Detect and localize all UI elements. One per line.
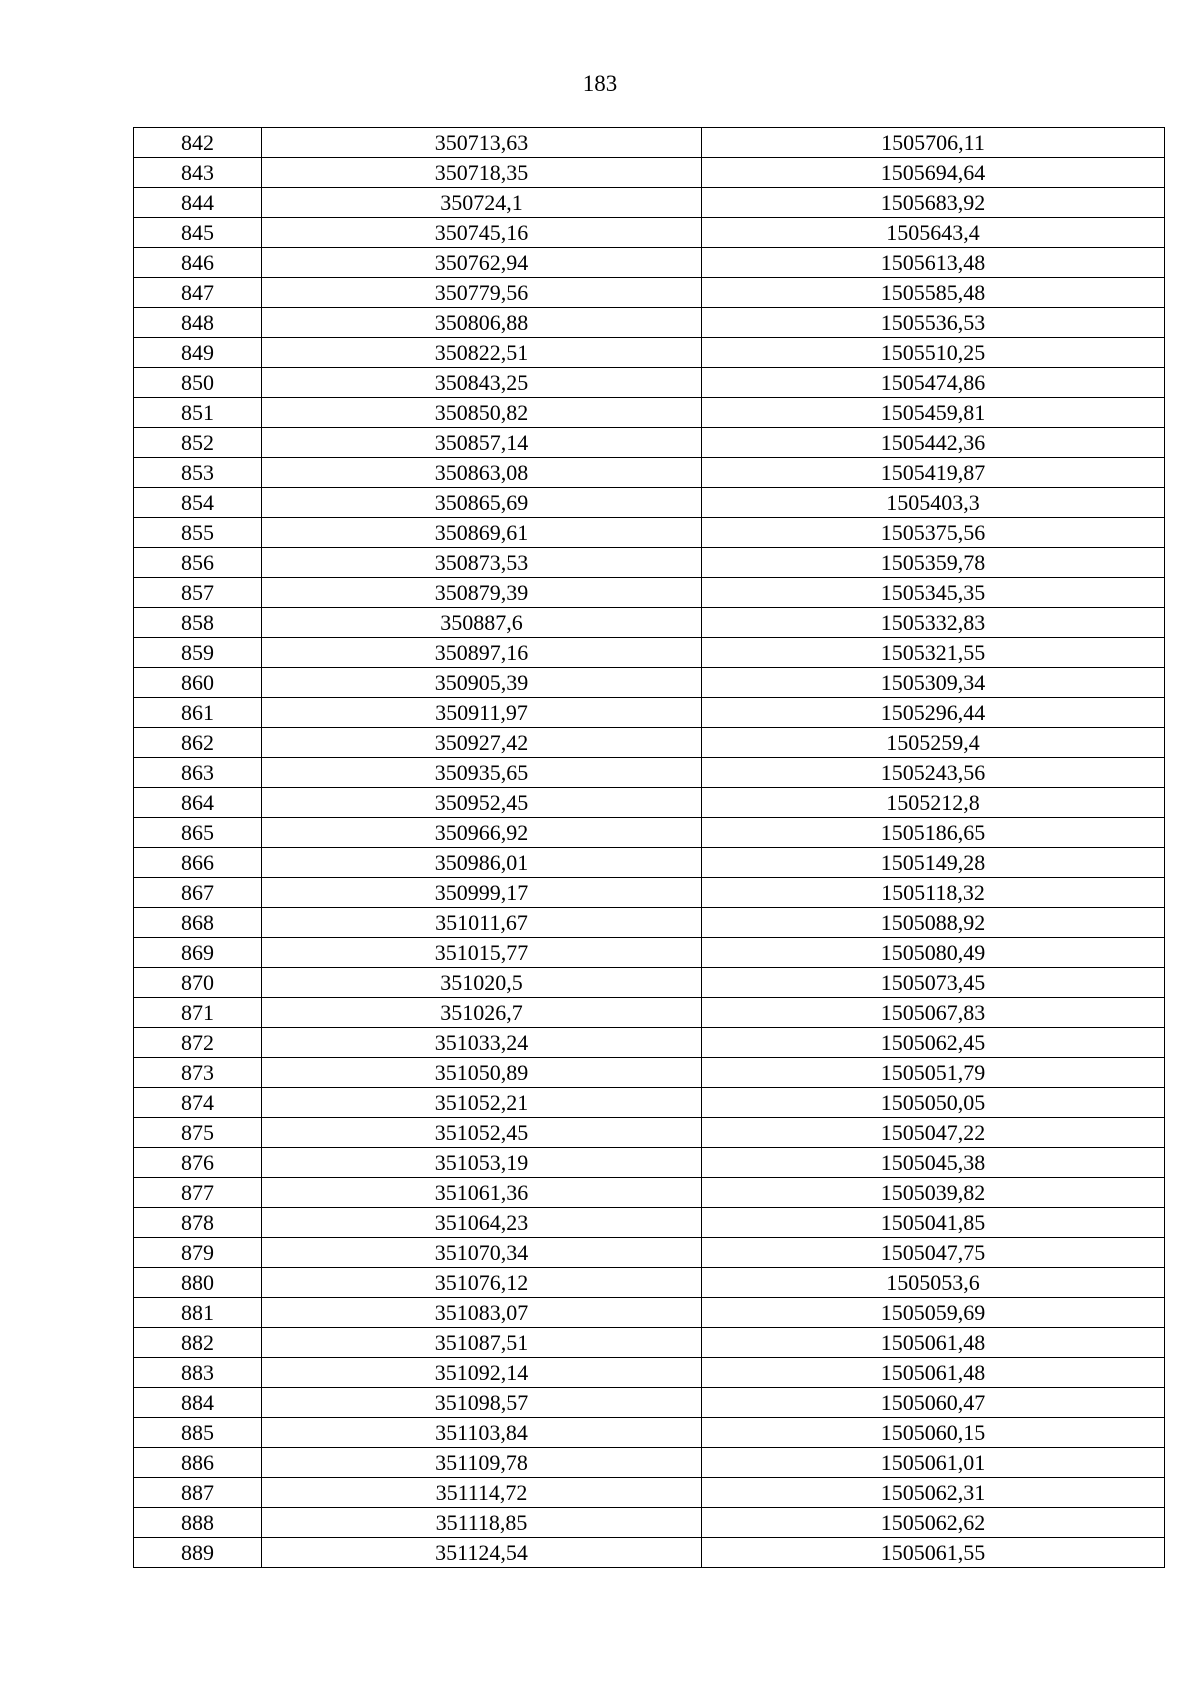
- table-row: [134, 368, 1165, 398]
- table-row: [134, 278, 1165, 308]
- point-number-cell: 849: [134, 338, 262, 368]
- point-number-cell: 872: [134, 1028, 262, 1058]
- point-number-cell: 879: [134, 1238, 262, 1268]
- y-coordinate-cell: 1505050,05: [702, 1088, 1165, 1118]
- point-number-cell: 845: [134, 218, 262, 248]
- x-coordinate-cell: 350986,01: [262, 848, 702, 878]
- table-row: [134, 1118, 1165, 1148]
- table-row: [134, 1328, 1165, 1358]
- x-coordinate-cell: 350745,16: [262, 218, 702, 248]
- table-row: [134, 758, 1165, 788]
- x-coordinate-cell: 350966,92: [262, 818, 702, 848]
- x-coordinate-cell: 351070,34: [262, 1238, 702, 1268]
- table-row: [134, 1418, 1165, 1448]
- x-coordinate-cell: 350762,94: [262, 248, 702, 278]
- y-coordinate-cell: 1505062,62: [702, 1508, 1165, 1538]
- y-coordinate-cell: 1505345,35: [702, 578, 1165, 608]
- y-coordinate-cell: 1505403,3: [702, 488, 1165, 518]
- point-number-cell: 864: [134, 788, 262, 818]
- x-coordinate-cell: 350999,17: [262, 878, 702, 908]
- point-number-cell: 868: [134, 908, 262, 938]
- x-coordinate-cell: 350887,6: [262, 608, 702, 638]
- x-coordinate-cell: 351083,07: [262, 1298, 702, 1328]
- point-number-cell: 843: [134, 158, 262, 188]
- point-number-cell: 860: [134, 668, 262, 698]
- point-number-cell: 889: [134, 1538, 262, 1568]
- point-number-cell: 882: [134, 1328, 262, 1358]
- point-number-cell: 850: [134, 368, 262, 398]
- point-number-cell: 888: [134, 1508, 262, 1538]
- table-row: [134, 1388, 1165, 1418]
- point-number-cell: 842: [134, 128, 262, 158]
- point-number-cell: 881: [134, 1298, 262, 1328]
- y-coordinate-cell: 1505039,82: [702, 1178, 1165, 1208]
- point-number-cell: 885: [134, 1418, 262, 1448]
- point-number-cell: 853: [134, 458, 262, 488]
- table-row: [134, 488, 1165, 518]
- point-number-cell: 846: [134, 248, 262, 278]
- point-number-cell: 871: [134, 998, 262, 1028]
- x-coordinate-cell: 350952,45: [262, 788, 702, 818]
- x-coordinate-cell: 350873,53: [262, 548, 702, 578]
- point-number-cell: 877: [134, 1178, 262, 1208]
- y-coordinate-cell: 1505061,01: [702, 1448, 1165, 1478]
- x-coordinate-cell: 351015,77: [262, 938, 702, 968]
- x-coordinate-cell: 350935,65: [262, 758, 702, 788]
- x-coordinate-cell: 350718,35: [262, 158, 702, 188]
- coordinates-table-body: [134, 128, 1165, 1568]
- y-coordinate-cell: 1505442,36: [702, 428, 1165, 458]
- y-coordinate-cell: 1505643,4: [702, 218, 1165, 248]
- x-coordinate-cell: 350806,88: [262, 308, 702, 338]
- table-row: [134, 518, 1165, 548]
- y-coordinate-cell: 1505296,44: [702, 698, 1165, 728]
- y-coordinate-cell: 1505061,48: [702, 1358, 1165, 1388]
- table-row: [134, 428, 1165, 458]
- point-number-cell: 869: [134, 938, 262, 968]
- x-coordinate-cell: 350869,61: [262, 518, 702, 548]
- table-row: [134, 818, 1165, 848]
- x-coordinate-cell: 350905,39: [262, 668, 702, 698]
- y-coordinate-cell: 1505047,22: [702, 1118, 1165, 1148]
- point-number-cell: 875: [134, 1118, 262, 1148]
- x-coordinate-cell: 350911,97: [262, 698, 702, 728]
- table-row: [134, 188, 1165, 218]
- y-coordinate-cell: 1505088,92: [702, 908, 1165, 938]
- table-row: [134, 548, 1165, 578]
- x-coordinate-cell: 351064,23: [262, 1208, 702, 1238]
- table-row: [134, 338, 1165, 368]
- table-row: [134, 1088, 1165, 1118]
- table-row: [134, 1028, 1165, 1058]
- y-coordinate-cell: 1505073,45: [702, 968, 1165, 998]
- y-coordinate-cell: 1505045,38: [702, 1148, 1165, 1178]
- table-row: [134, 218, 1165, 248]
- x-coordinate-cell: 350879,39: [262, 578, 702, 608]
- point-number-cell: 863: [134, 758, 262, 788]
- table-row: [134, 248, 1165, 278]
- y-coordinate-cell: 1505459,81: [702, 398, 1165, 428]
- x-coordinate-cell: 350863,08: [262, 458, 702, 488]
- table-row: [134, 1298, 1165, 1328]
- table-row: [134, 998, 1165, 1028]
- y-coordinate-cell: 1505061,48: [702, 1328, 1165, 1358]
- x-coordinate-cell: 351109,78: [262, 1448, 702, 1478]
- x-coordinate-cell: 351026,7: [262, 998, 702, 1028]
- y-coordinate-cell: 1505536,53: [702, 308, 1165, 338]
- x-coordinate-cell: 351050,89: [262, 1058, 702, 1088]
- point-number-cell: 883: [134, 1358, 262, 1388]
- y-coordinate-cell: 1505243,56: [702, 758, 1165, 788]
- y-coordinate-cell: 1505375,56: [702, 518, 1165, 548]
- table-row: [134, 1268, 1165, 1298]
- y-coordinate-cell: 1505332,83: [702, 608, 1165, 638]
- x-coordinate-cell: 350779,56: [262, 278, 702, 308]
- table-row: [134, 158, 1165, 188]
- point-number-cell: 876: [134, 1148, 262, 1178]
- x-coordinate-cell: 351118,85: [262, 1508, 702, 1538]
- table-row: [134, 788, 1165, 818]
- point-number-cell: 848: [134, 308, 262, 338]
- table-row: [134, 908, 1165, 938]
- point-number-cell: 887: [134, 1478, 262, 1508]
- x-coordinate-cell: 351076,12: [262, 1268, 702, 1298]
- table-row: [134, 1208, 1165, 1238]
- point-number-cell: 844: [134, 188, 262, 218]
- point-number-cell: 858: [134, 608, 262, 638]
- y-coordinate-cell: 1505067,83: [702, 998, 1165, 1028]
- table-row: [134, 1358, 1165, 1388]
- x-coordinate-cell: 350843,25: [262, 368, 702, 398]
- y-coordinate-cell: 1505585,48: [702, 278, 1165, 308]
- y-coordinate-cell: 1505474,86: [702, 368, 1165, 398]
- point-number-cell: 855: [134, 518, 262, 548]
- y-coordinate-cell: 1505051,79: [702, 1058, 1165, 1088]
- x-coordinate-cell: 351087,51: [262, 1328, 702, 1358]
- y-coordinate-cell: 1505118,32: [702, 878, 1165, 908]
- y-coordinate-cell: 1505321,55: [702, 638, 1165, 668]
- point-number-cell: 851: [134, 398, 262, 428]
- table-row: [134, 458, 1165, 488]
- y-coordinate-cell: 1505419,87: [702, 458, 1165, 488]
- table-row: [134, 1508, 1165, 1538]
- point-number-cell: 870: [134, 968, 262, 998]
- table-row: [134, 1238, 1165, 1268]
- point-number-cell: 847: [134, 278, 262, 308]
- y-coordinate-cell: 1505047,75: [702, 1238, 1165, 1268]
- y-coordinate-cell: 1505061,55: [702, 1538, 1165, 1568]
- x-coordinate-cell: 350713,63: [262, 128, 702, 158]
- point-number-cell: 859: [134, 638, 262, 668]
- table-row: [134, 398, 1165, 428]
- y-coordinate-cell: 1505060,47: [702, 1388, 1165, 1418]
- x-coordinate-cell: 351114,72: [262, 1478, 702, 1508]
- y-coordinate-cell: 1505683,92: [702, 188, 1165, 218]
- y-coordinate-cell: 1505359,78: [702, 548, 1165, 578]
- y-coordinate-cell: 1505510,25: [702, 338, 1165, 368]
- point-number-cell: 873: [134, 1058, 262, 1088]
- x-coordinate-cell: 351052,21: [262, 1088, 702, 1118]
- y-coordinate-cell: 1505613,48: [702, 248, 1165, 278]
- x-coordinate-cell: 351033,24: [262, 1028, 702, 1058]
- y-coordinate-cell: 1505309,34: [702, 668, 1165, 698]
- table-row: [134, 1058, 1165, 1088]
- x-coordinate-cell: 351103,84: [262, 1418, 702, 1448]
- point-number-cell: 852: [134, 428, 262, 458]
- table-row: [134, 638, 1165, 668]
- x-coordinate-cell: 351098,57: [262, 1388, 702, 1418]
- y-coordinate-cell: 1505186,65: [702, 818, 1165, 848]
- table-row: [134, 578, 1165, 608]
- point-number-cell: 878: [134, 1208, 262, 1238]
- table-row: [134, 848, 1165, 878]
- y-coordinate-cell: 1505259,4: [702, 728, 1165, 758]
- y-coordinate-cell: 1505053,6: [702, 1268, 1165, 1298]
- x-coordinate-cell: 351092,14: [262, 1358, 702, 1388]
- y-coordinate-cell: 1505060,15: [702, 1418, 1165, 1448]
- table-row: [134, 968, 1165, 998]
- point-number-cell: 857: [134, 578, 262, 608]
- point-number-cell: 866: [134, 848, 262, 878]
- table-row: [134, 698, 1165, 728]
- table-row: [134, 1538, 1165, 1568]
- page-number: 183: [582, 71, 618, 96]
- point-number-cell: 861: [134, 698, 262, 728]
- point-number-cell: 856: [134, 548, 262, 578]
- table-row: [134, 1478, 1165, 1508]
- point-number-cell: 880: [134, 1268, 262, 1298]
- table-row: [134, 1178, 1165, 1208]
- point-number-cell: 862: [134, 728, 262, 758]
- x-coordinate-cell: 350822,51: [262, 338, 702, 368]
- point-number-cell: 865: [134, 818, 262, 848]
- x-coordinate-cell: 351053,19: [262, 1148, 702, 1178]
- x-coordinate-cell: 351061,36: [262, 1178, 702, 1208]
- y-coordinate-cell: 1505080,49: [702, 938, 1165, 968]
- y-coordinate-cell: 1505149,28: [702, 848, 1165, 878]
- point-number-cell: 867: [134, 878, 262, 908]
- x-coordinate-cell: 351020,5: [262, 968, 702, 998]
- point-number-cell: 874: [134, 1088, 262, 1118]
- y-coordinate-cell: 1505062,45: [702, 1028, 1165, 1058]
- table-row: [134, 608, 1165, 638]
- table-row: [134, 308, 1165, 338]
- table-row: [134, 878, 1165, 908]
- x-coordinate-cell: 350897,16: [262, 638, 702, 668]
- table-row: [134, 1448, 1165, 1478]
- x-coordinate-cell: 350865,69: [262, 488, 702, 518]
- point-number-cell: 854: [134, 488, 262, 518]
- table-row: [134, 668, 1165, 698]
- x-coordinate-cell: 350850,82: [262, 398, 702, 428]
- x-coordinate-cell: 351124,54: [262, 1538, 702, 1568]
- y-coordinate-cell: 1505706,11: [702, 128, 1165, 158]
- table-row: [134, 938, 1165, 968]
- y-coordinate-cell: 1505041,85: [702, 1208, 1165, 1238]
- table-row: [134, 128, 1165, 158]
- coordinates-table: [133, 127, 1165, 1568]
- table-row: [134, 728, 1165, 758]
- x-coordinate-cell: 350724,1: [262, 188, 702, 218]
- y-coordinate-cell: 1505694,64: [702, 158, 1165, 188]
- y-coordinate-cell: 1505059,69: [702, 1298, 1165, 1328]
- x-coordinate-cell: 351011,67: [262, 908, 702, 938]
- x-coordinate-cell: 351052,45: [262, 1118, 702, 1148]
- y-coordinate-cell: 1505212,8: [702, 788, 1165, 818]
- table-row: [134, 1148, 1165, 1178]
- point-number-cell: 886: [134, 1448, 262, 1478]
- x-coordinate-cell: 350857,14: [262, 428, 702, 458]
- y-coordinate-cell: 1505062,31: [702, 1478, 1165, 1508]
- x-coordinate-cell: 350927,42: [262, 728, 702, 758]
- point-number-cell: 884: [134, 1388, 262, 1418]
